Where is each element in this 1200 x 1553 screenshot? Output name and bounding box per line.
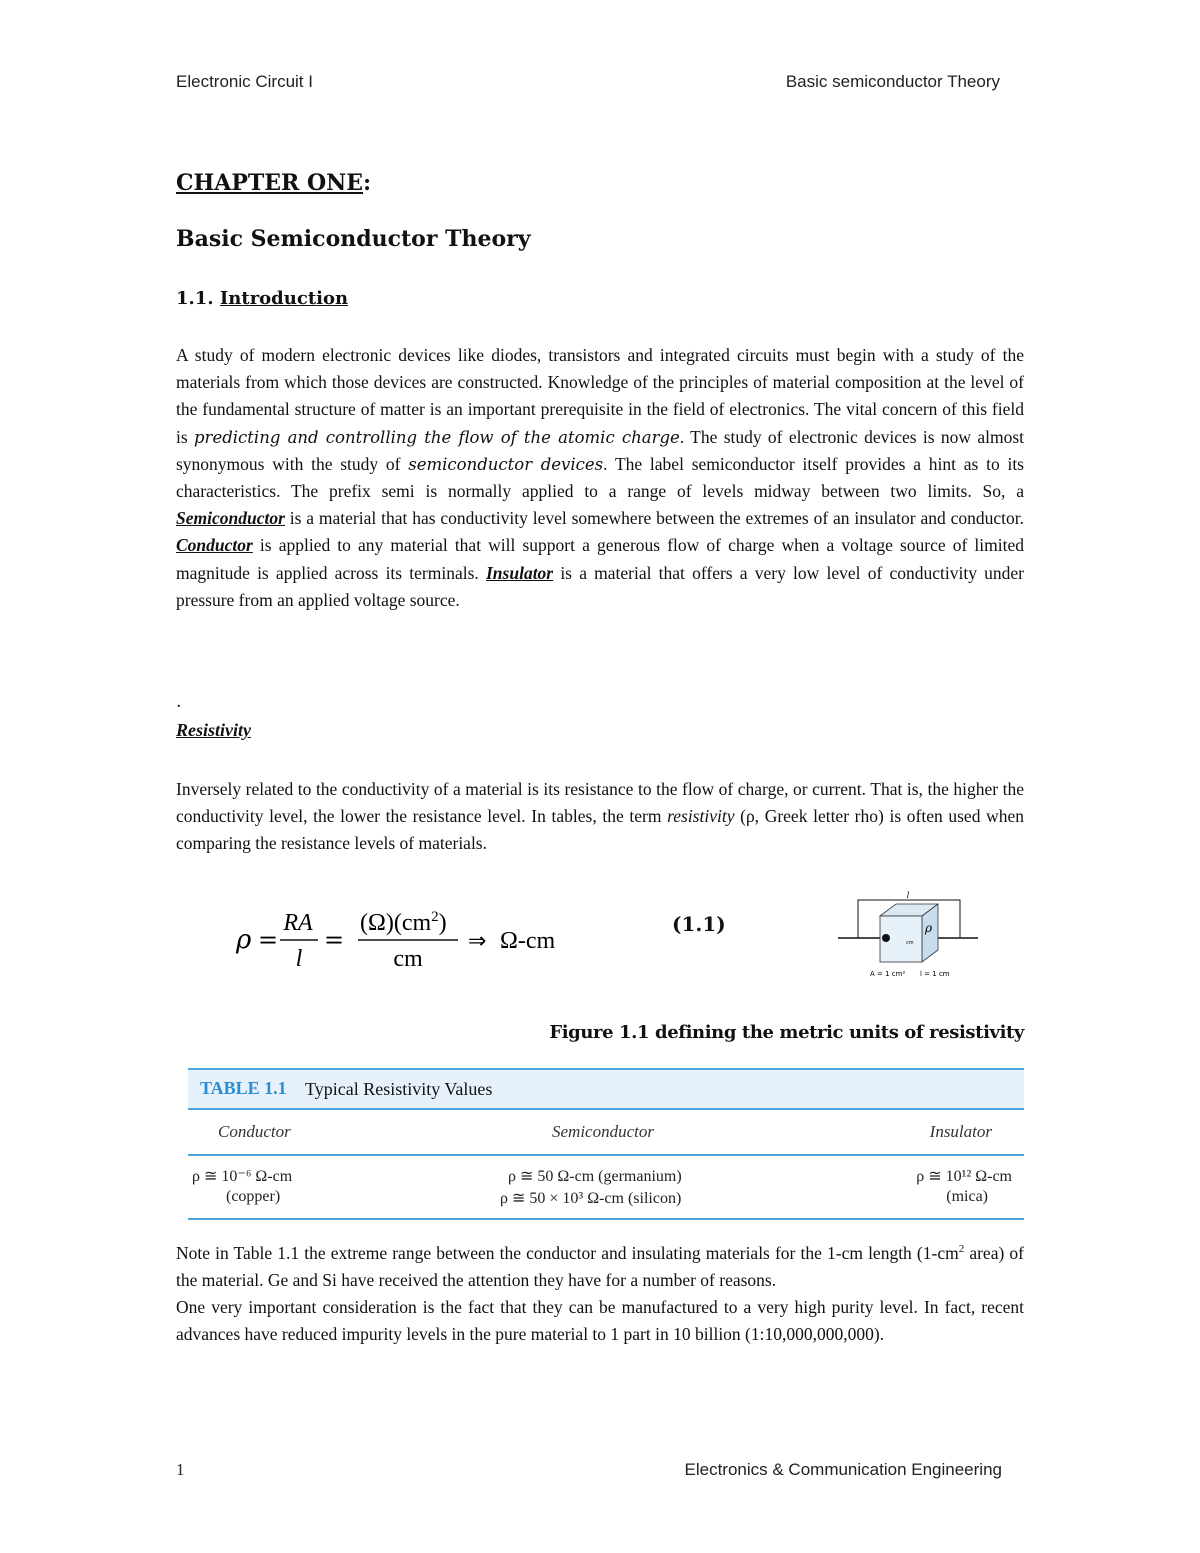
note-text-3: One very important consideration is the fact that they can be manufactured to a very high purity level. In fact, recent advances have reduced impurity levels in the pure material to 1 part in 10 billion (1:10,000,000,000).: [176, 1297, 1024, 1345]
chapter-colon: :: [363, 170, 372, 196]
chapter-label-text: CHAPTER ONE: [176, 170, 364, 196]
intro-text-6: is a material that offers a very low level of conductivity under pressure from an applied voltage source.: [176, 562, 1024, 610]
figure-length-label: l = 1 cm: [920, 970, 950, 978]
resistivity-italic-term: resistivity: [667, 806, 735, 827]
note-text-1: Note in Table 1.1 the extreme range between the conductor and insulating materials for the 1-cm length (1-cm: [176, 1242, 959, 1263]
figure-caption: Figure 1.1 defining the metric units of resistivity: [549, 1022, 1024, 1043]
resistivity-paragraph: [176, 776, 1024, 858]
figure-rho-label: ρ: [925, 921, 933, 935]
table-cell-semi-value-1: ρ ≅ 50 Ω-cm (germanium): [508, 1168, 682, 1185]
figure-top-label: l: [906, 891, 910, 900]
section-heading: [176, 288, 348, 309]
note-superscript: 2: [958, 1243, 965, 1255]
header-course-title: Electronic Circuit I: [176, 72, 313, 91]
figure-area-label: A = 1 cm²: [870, 970, 906, 978]
table-cell-insulator-note: (mica): [946, 1188, 988, 1205]
term-conductor: Conductor: [176, 535, 253, 556]
formula-numerator-1: RA: [283, 910, 313, 936]
formula-denominator-1: l: [295, 946, 303, 972]
section-title: Introduction: [219, 288, 349, 309]
header-chapter-title: Basic semiconductor Theory: [785, 72, 1000, 91]
intro-text-2: . The study of electronic devices is now almost synonymous with the study of: [176, 426, 1024, 474]
page-number: 1: [176, 1460, 185, 1479]
stray-dot: .: [176, 692, 182, 712]
formula-numerator-2: $(\Omega)(cm^2)$: [360, 909, 447, 936]
resistivity-text-1: Inversely related to the conductivity of a material is its resistance to the flow of charge, or current. That is, the higher the conductivity level, the lower the resistance level. In tables, the term: [176, 779, 1024, 827]
note-paragraph: [176, 1236, 1024, 1349]
section-number: 1.1.: [176, 288, 214, 309]
equation-number: (1.1): [672, 912, 726, 936]
table-cell-conductor-value: ρ ≅ 10⁻⁶ Ω-cm: [192, 1168, 293, 1185]
page-title: Basic Semiconductor Theory: [176, 226, 531, 252]
intro-italic-1: predicting and controlling the flow of the atomic charge: [194, 427, 680, 447]
resistivity-heading: Resistivity: [176, 720, 251, 740]
table-title: Typical Resistivity Values: [305, 1079, 493, 1099]
resistivity-text-2: (ρ, Greek letter rho) is often used when comparing the resistance levels of materials.: [176, 806, 1024, 854]
table-cell-conductor-note: (copper): [226, 1188, 281, 1205]
footer-department: Electronics & Communication Engineering: [684, 1460, 1002, 1479]
figure-face-label: cm: [906, 940, 914, 946]
formula-denominator-2: cm: [393, 946, 423, 972]
table-col-semiconductor: Semiconductor: [552, 1122, 654, 1141]
table-row: [188, 1156, 1024, 1220]
table-cell-semi-value-2: ρ ≅ 50 × 10³ Ω-cm (silicon): [500, 1190, 682, 1207]
term-semiconductor: Semiconductor: [176, 508, 285, 529]
table-col-conductor: Conductor: [218, 1122, 291, 1141]
chapter-label: [176, 170, 371, 196]
table-cell-insulator-value: ρ ≅ 10¹² Ω-cm: [916, 1168, 1012, 1185]
figure-contact-dot: [882, 934, 890, 942]
table-header-row: [188, 1110, 1024, 1156]
formula-result: Ω-cm: [500, 928, 556, 954]
intro-text-4: is a material that has conductivity level somewhere between the extremes of an insulator and conductor.: [284, 508, 1024, 529]
resistivity-cube-figure: [832, 886, 982, 986]
term-insulator: Insulator: [486, 562, 554, 583]
formula-arrow: ⇒: [468, 929, 487, 954]
table-title-bar: [188, 1068, 1024, 1110]
formula-rho: ρ: [236, 925, 252, 955]
table-col-insulator: Insulator: [929, 1122, 992, 1141]
intro-text-3: . The label semiconductor itself provides a hint as to its characteristics. The prefix semi is normally applied to a range of levels midway between two limits. So, a: [176, 453, 1024, 502]
formula-equals-1: =: [258, 926, 279, 954]
note-text-2: area) of the material. Ge and Si have received the attention they have for a number of reasons.: [176, 1242, 1024, 1291]
resistivity-table: [188, 1068, 1024, 1220]
formula-equals-2: =: [324, 926, 345, 954]
intro-paragraph: [176, 342, 1024, 614]
resistivity-formula: [236, 902, 656, 982]
table-number: TABLE 1.1: [200, 1078, 287, 1098]
intro-italic-2: semiconductor devices: [408, 454, 604, 474]
intro-text-5: is applied to any material that will support a generous flow of charge when a voltage source of limited magnitude is applied across its terminals.: [176, 535, 1024, 583]
intro-text-1: A study of modern electronic devices like diodes, transistors and integrated circuits must begin with a study of the materials from which those devices are constructed. Knowledge of the principles of material composition at the level of the fundamental structure of matter is an important prerequisite in the field of electronics. The vital concern of this field is: [176, 345, 1024, 447]
